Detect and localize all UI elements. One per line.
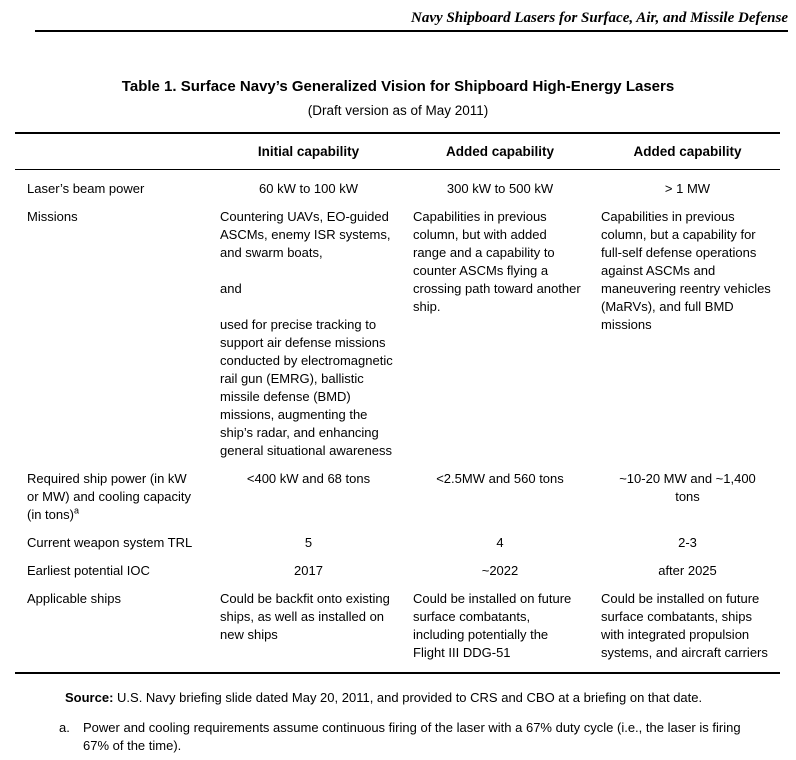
footnote-marker: a. [59, 720, 70, 735]
row-label: Missions [27, 209, 78, 224]
cell-trl-added2: 2-3 [678, 535, 697, 550]
table-row-applicable-ships [15, 580, 780, 672]
table-row-missions [15, 198, 780, 460]
source-text: U.S. Navy briefing slide dated May 20, 2011, and provided to CRS and CBO at a briefing on that date. [113, 690, 703, 705]
source-note [65, 689, 766, 706]
cell-ioc-added2: after 2025 [658, 563, 717, 578]
cell-paragraph: used for precise tracking to support air defense missions conducted by electromagnetic rail gun (EMRG), ballistic missile defense (BMD) missions, augmenting the ship’s radar, and enhancing general situational awareness [220, 317, 393, 458]
cell-ships-added2 [595, 580, 780, 672]
cell-trl-initial: 5 [304, 535, 313, 550]
column-header-added-capability-2: Added capability [633, 144, 742, 159]
table-subtitle: (Draft version as of May 2011) [307, 103, 489, 118]
cell-missions-added1 [405, 198, 595, 460]
cell-paragraph: and [220, 281, 242, 296]
footnote-superscript: a [73, 505, 79, 516]
cell-ship-power-added2: ~10-20 MW and ~1,400 tons [619, 471, 756, 504]
capability-table [15, 132, 780, 674]
table-title: Table 1. Surface Navy’s Generalized Vision for Shipboard High-Energy Lasers [121, 78, 675, 95]
row-label: Current weapon system TRL [27, 535, 193, 550]
cell-beam-power-initial: 60 kW to 100 kW [259, 181, 358, 196]
source-label: Source: [65, 690, 114, 705]
running-header-text: Navy Shipboard Lasers for Surface, Air, and Missile Defense [411, 10, 788, 26]
cell-paragraph: Capabilities in previous column, but a capability for full-self defense operations against ASCMs and maneuvering reentry vehicles (MaRVs), and full BMD missions [601, 209, 771, 332]
cell-ioc-initial: 2017 [294, 563, 323, 578]
cell-missions-initial [212, 198, 405, 460]
cell-ship-power-initial: <400 kW and 68 tons [246, 471, 371, 486]
column-header-initial-capability: Initial capability [257, 144, 360, 159]
footnote-a [59, 719, 770, 755]
row-label: Laser’s beam power [27, 181, 145, 196]
table-row-ioc [15, 552, 780, 580]
cell-paragraph: Could be installed on future surface combatants, including potentially the Flight III DDG-51 [413, 591, 572, 660]
row-label: Earliest potential IOC [27, 563, 150, 578]
cell-beam-power-added1: 300 kW to 500 kW [446, 181, 554, 196]
table-row-trl [15, 524, 780, 552]
table-row-laser-beam-power [15, 170, 780, 198]
cell-trl-added1: 4 [496, 535, 504, 550]
cell-paragraph: Could be backfit onto existing ships, as well as installed on new ships [220, 591, 390, 642]
table-header-row [15, 134, 780, 170]
table-row-required-ship-power [15, 460, 780, 524]
cell-paragraph: Countering UAVs, EO-guided ASCMs, enemy ISR systems, and swarm boats, [220, 209, 391, 260]
cell-ioc-added1: ~2022 [481, 563, 519, 578]
cell-missions-added2 [595, 198, 780, 460]
cell-ship-power-added1: <2.5MW and 560 tons [436, 471, 564, 486]
footnote-text: Power and cooling requirements assume continuous firing of the laser with a 67% duty cycle (i.e., the laser is firing 67% of the time). [83, 720, 741, 753]
cell-ships-initial [212, 580, 405, 672]
row-label: Required ship power (in kW or MW) and cooling capacity (in tons)$^a$ [27, 471, 192, 522]
running-page-header [35, 9, 788, 32]
row-label: Applicable ships [27, 591, 121, 606]
column-header-blank [15, 134, 212, 169]
cell-beam-power-added2: > 1 MW [664, 181, 711, 196]
cell-paragraph: Capabilities in previous column, but with added range and a capability to counter ASCMs flying a crossing path toward another ship. [413, 209, 581, 314]
column-header-added-capability-1: Added capability [445, 144, 555, 159]
cell-ships-added1 [405, 580, 595, 672]
cell-paragraph: Could be installed on future surface combatants, ships with integrated propulsion systems, and aircraft carriers [601, 591, 768, 660]
